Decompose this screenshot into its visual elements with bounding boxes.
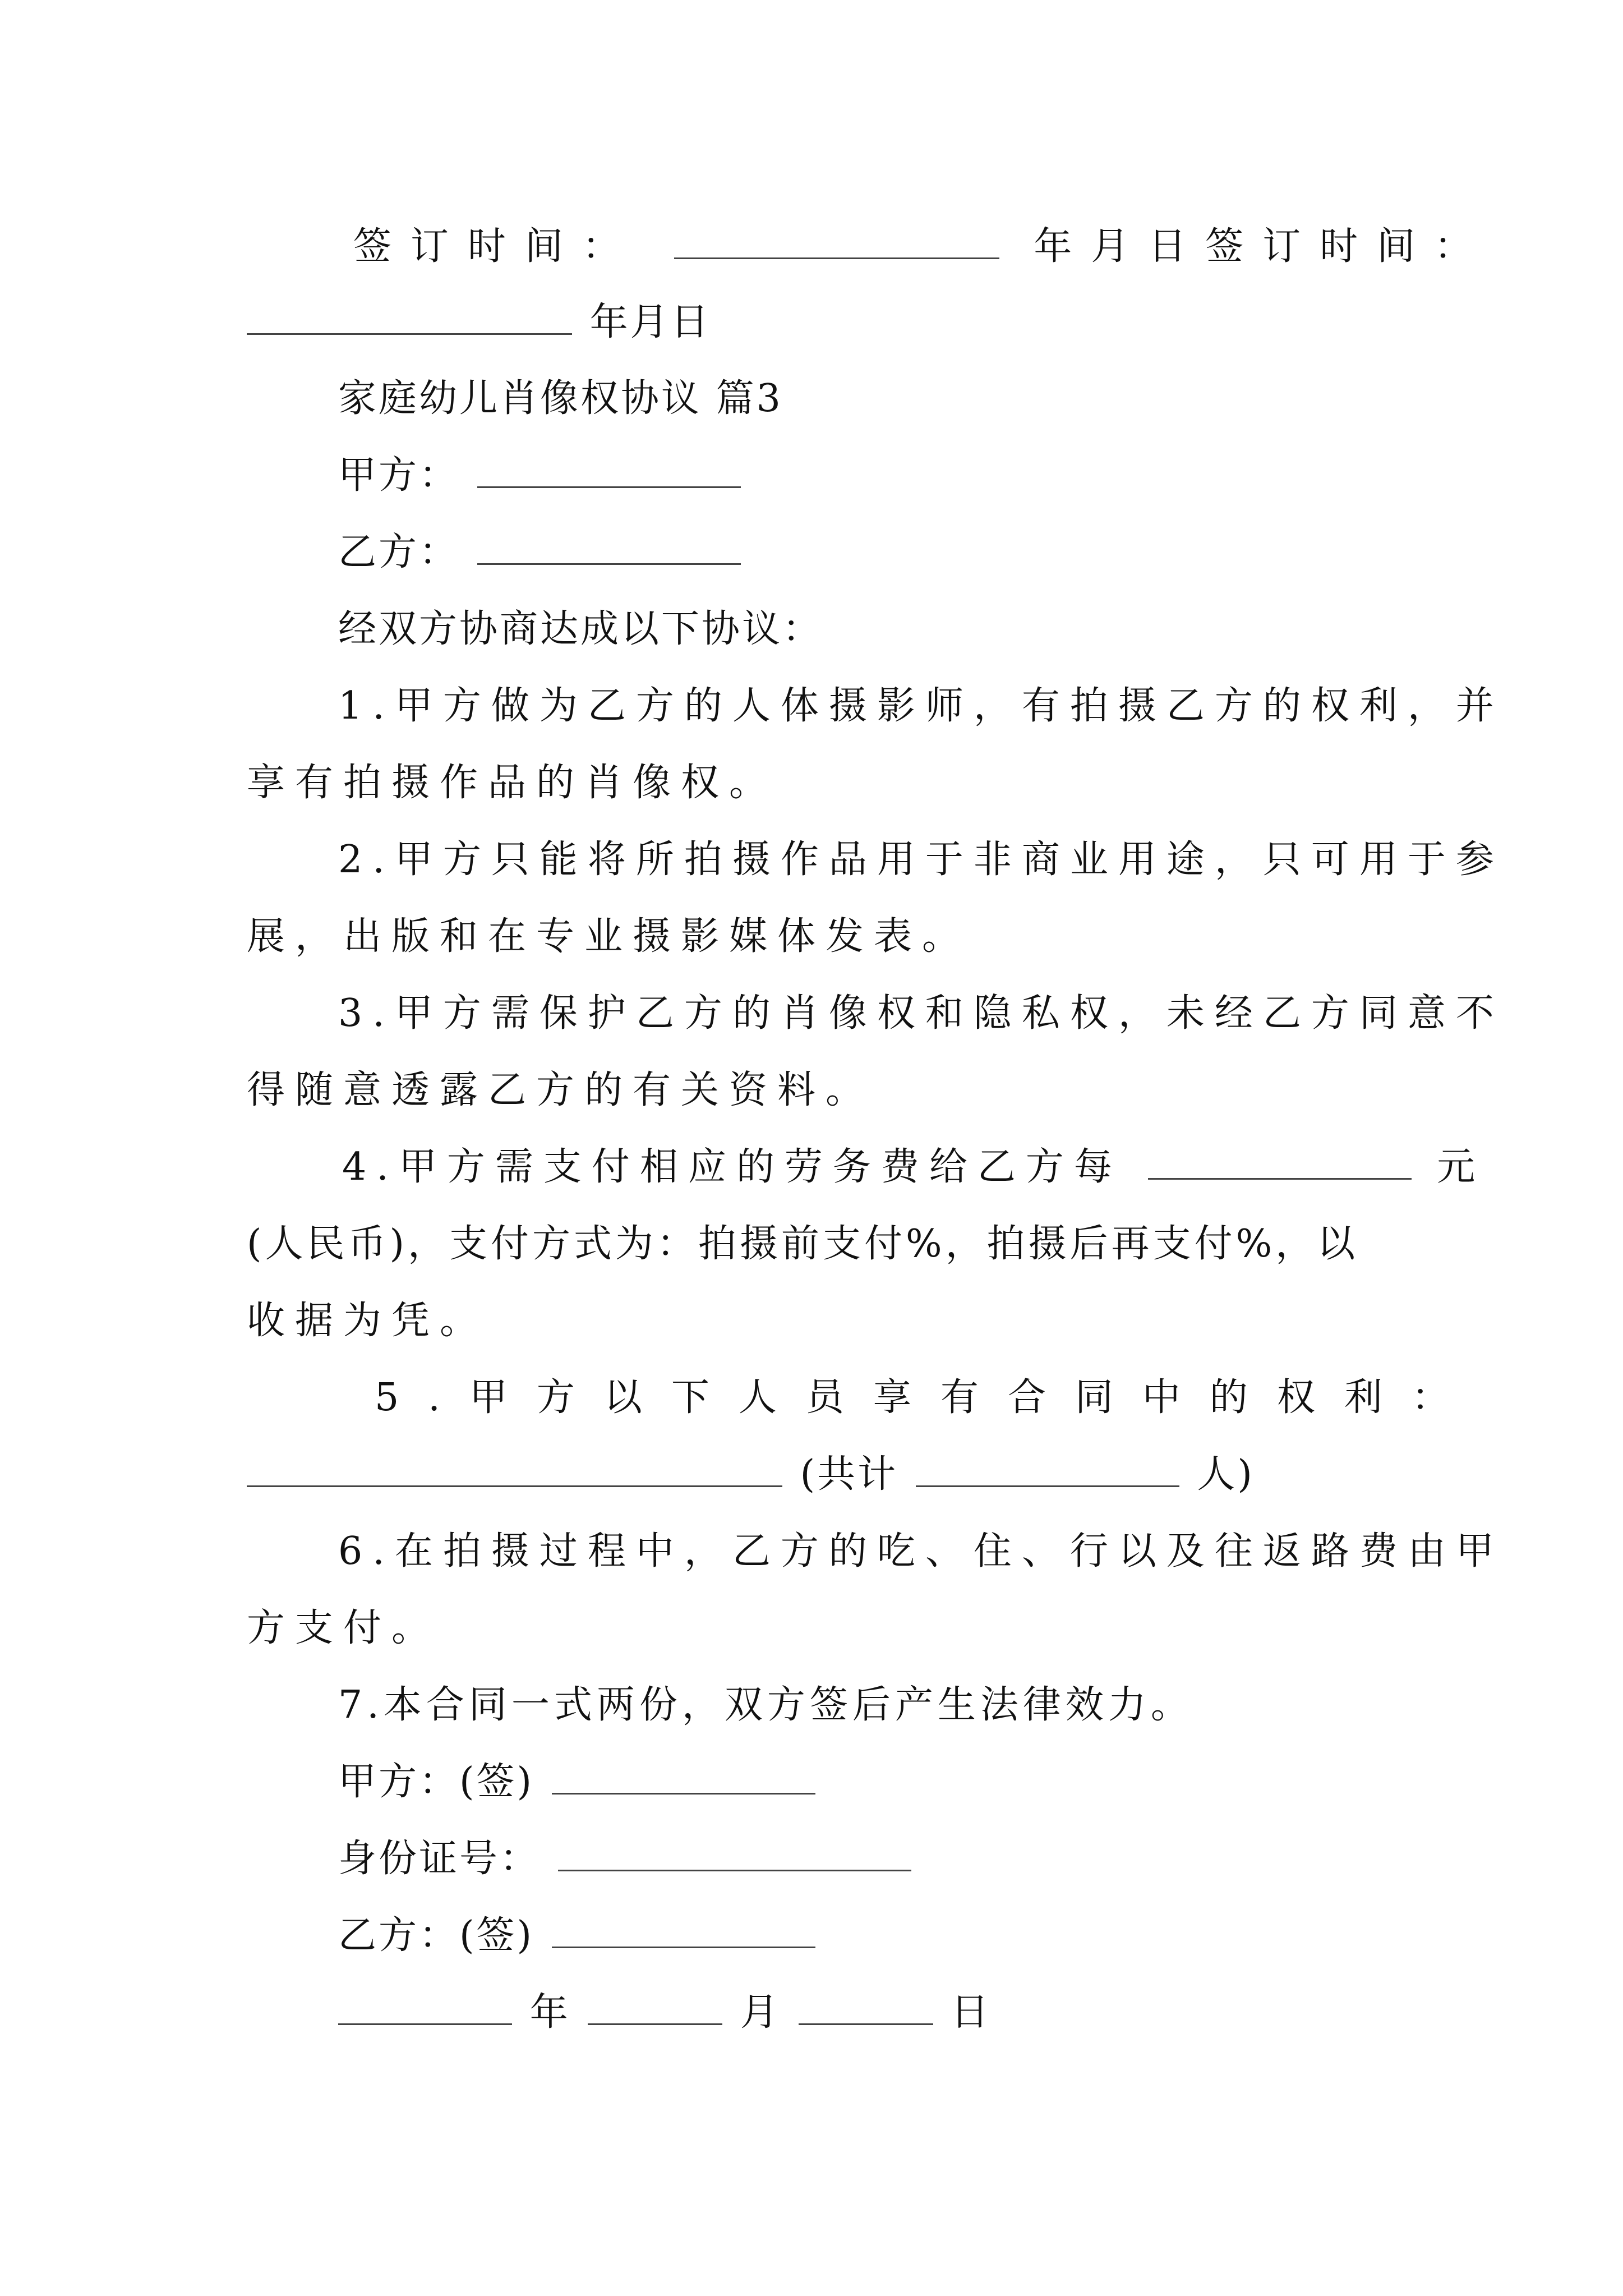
clause-4-text-2: (人民币)，支付方式为：拍摄前支付%，拍摄后再支付%，以 (247, 1222, 1359, 1266)
party-b-sign-blank (552, 1911, 815, 1948)
sign-time-blank-2 (247, 297, 572, 335)
clause-3-text-2: 得随意透露乙方的有关资料。 (247, 1068, 874, 1112)
party-a-label: 甲方： (338, 453, 460, 498)
party-b-label: 乙方： (338, 530, 460, 574)
party-a-line (338, 450, 744, 501)
year-blank (338, 1987, 512, 2025)
clause-5-names-blank (247, 1450, 782, 1487)
party-a-sign-label: 甲方：(签) (338, 1760, 534, 1804)
party-b-sign-line (338, 1911, 819, 1961)
sign-time-date-suffix: 年月日 (589, 300, 711, 344)
party-a-sign-line (338, 1757, 819, 1807)
clause-5-text-1: 5.甲方以下人员享有合同中的权利： (375, 1375, 1479, 1420)
document-heading (338, 374, 783, 424)
intro-line (338, 604, 823, 655)
clause-2-line-1 (338, 835, 1504, 885)
clause-1-line-2 (247, 758, 777, 808)
intro-text: 经双方协商达成以下协议： (338, 607, 823, 651)
clause-7-line (338, 1680, 1193, 1731)
clause-5-line-2 (247, 1450, 1255, 1500)
clause-5-count-blank (916, 1450, 1179, 1487)
sign-time-line-2 (247, 297, 711, 348)
month-label: 月 (740, 1990, 781, 2035)
clause-4-line-2 (247, 1219, 1358, 1269)
clause-4-fee-blank (1148, 1142, 1412, 1180)
signature-date-line (338, 1987, 991, 2038)
party-b-sign-label: 乙方：(签) (338, 1913, 534, 1958)
day-label: 日 (951, 1990, 992, 2035)
clause-3-line-1 (338, 988, 1504, 1039)
clause-5-unit: 人) (1197, 1452, 1255, 1497)
sign-time-label: 签订时间： (353, 224, 640, 269)
clause-1-text-2: 享有拍摄作品的肖像权。 (247, 761, 778, 805)
clause-4-text-3: 收据为凭。 (247, 1299, 488, 1343)
sign-time-line-1 (353, 222, 1491, 272)
clause-3-text-1: 3.甲方需保护乙方的肖像权和隐私权，未经乙方同意不 (338, 991, 1504, 1036)
party-a-blank (477, 450, 741, 488)
clause-2-line-2 (247, 912, 970, 962)
clause-4-line-1 (342, 1142, 1485, 1193)
clause-2-text-2: 展，出版和在专业摄影媒体发表。 (247, 914, 971, 959)
sign-time-suffix: 年月日签订时间： (1034, 224, 1492, 269)
party-b-line (338, 527, 744, 578)
clause-6-text-2: 方支付。 (247, 1606, 440, 1650)
clause-6-text-1: 6.在拍摄过程中，乙方的吃、住、行以及往返路费由甲 (338, 1529, 1504, 1573)
clause-5-total-label: (共计 (800, 1452, 898, 1497)
clause-4-currency: 元 (1437, 1145, 1486, 1189)
clause-2-text-1: 2.甲方只能将所拍摄作品用于非商业用途，只可用于参 (338, 838, 1504, 882)
month-blank (588, 1987, 722, 2025)
clause-1-text-1: 1.甲方做为乙方的人体摄影师，有拍摄乙方的权利，并 (338, 684, 1504, 728)
heading-text: 家庭幼儿肖像权协议 篇3 (338, 376, 783, 421)
year-label: 年 (529, 1990, 570, 2035)
id-number-line (338, 1834, 915, 1884)
clause-6-line-1 (338, 1526, 1504, 1577)
sign-time-blank-1 (674, 222, 999, 259)
party-a-sign-blank (552, 1757, 815, 1795)
clause-6-line-2 (247, 1603, 440, 1654)
id-number-label: 身份证号： (338, 1837, 541, 1881)
day-blank (799, 1987, 933, 2025)
party-b-blank (477, 527, 741, 565)
clause-5-line-1 (375, 1373, 1479, 1423)
clause-7-text: 7.本合同一式两份，双方签后产生法律效力。 (338, 1683, 1193, 1727)
clause-3-line-2 (247, 1065, 874, 1116)
clause-4-text-1: 4.甲方需支付相应的劳务费给乙方每 (342, 1145, 1122, 1189)
clause-4-line-3 (247, 1296, 488, 1346)
id-number-blank (558, 1834, 911, 1871)
clause-1-line-1 (338, 681, 1504, 731)
